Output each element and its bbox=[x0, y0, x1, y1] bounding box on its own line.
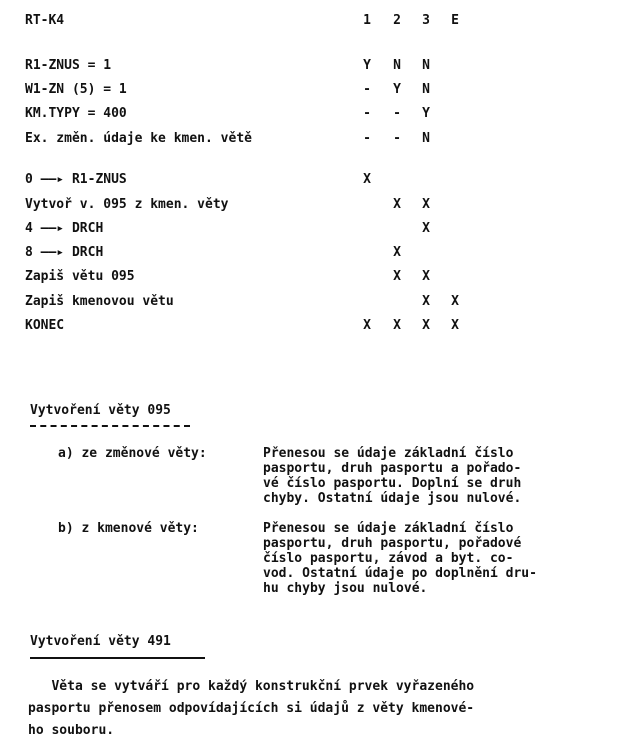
item-label-b: b) z kmenové věty: bbox=[58, 521, 199, 536]
condition-cell: - bbox=[363, 106, 371, 121]
action-cell: X bbox=[422, 294, 430, 309]
action-label: KONEC bbox=[25, 318, 65, 333]
condition-cell: N bbox=[422, 82, 430, 97]
action-row bbox=[0, 196, 630, 214]
condition-label: KM.TYPY = 400 bbox=[25, 106, 127, 121]
action-row bbox=[0, 268, 630, 286]
condition-label: Ex. změn. údaje ke kmen. větě bbox=[25, 131, 252, 146]
action-cell: X bbox=[393, 197, 401, 212]
item-text-a: Přenesou se údaje základní číslo pasportu, druh pasportu a pořado- vé číslo pasportu. Doplní se druh chyby. Ostatní údaje jsou nulové. bbox=[263, 446, 522, 506]
condition-label: R1-ZNUS = 1 bbox=[25, 58, 112, 73]
action-cell: X bbox=[422, 197, 430, 212]
item-text-b: Přenesou se údaje základní číslo pasportu, druh pasportu, pořadové číslo pasportu, závod a byt. co- vod. Ostatní údaje po doplnění dru- hu chyby jsou nulové. bbox=[263, 521, 537, 596]
condition-cell: Y bbox=[393, 82, 401, 97]
paragraph-line: Věta se vytváří pro každý konstrukční prvek vyřazeného bbox=[28, 679, 475, 694]
action-row bbox=[0, 171, 630, 189]
action-cell: X bbox=[451, 318, 459, 333]
condition-cell: - bbox=[363, 82, 371, 97]
action-cell: X bbox=[422, 221, 430, 236]
condition-cell: N bbox=[393, 58, 401, 73]
column-header-1: 1 bbox=[363, 13, 371, 28]
condition-cell: Y bbox=[363, 58, 371, 73]
section-heading-491: Vytvoření věty 491 bbox=[30, 634, 171, 649]
action-row bbox=[0, 293, 630, 311]
item-label-a: a) ze změnové věty: bbox=[58, 446, 207, 461]
condition-cell: Y bbox=[422, 106, 430, 121]
condition-cell: - bbox=[393, 131, 401, 146]
table-header-row bbox=[0, 12, 630, 30]
action-label: Zapiš větu 095 bbox=[25, 269, 135, 284]
section-heading-095: Vytvoření věty 095 bbox=[30, 403, 171, 418]
column-header-3: 3 bbox=[422, 13, 430, 28]
column-header-2: 2 bbox=[393, 13, 401, 28]
paragraph-line: pasportu přenosem odpovídajících si údajů z věty kmenové- bbox=[28, 701, 475, 716]
action-row bbox=[0, 244, 630, 262]
action-cell: X bbox=[393, 318, 401, 333]
action-label: Zapiš kmenovou větu bbox=[25, 294, 174, 309]
action-cell: X bbox=[363, 172, 371, 187]
condition-cell: N bbox=[422, 58, 430, 73]
condition-cell: - bbox=[393, 106, 401, 121]
action-cell: X bbox=[393, 245, 401, 260]
condition-label: W1-ZN (5) = 1 bbox=[25, 82, 127, 97]
condition-row bbox=[0, 81, 630, 99]
action-cell: X bbox=[422, 318, 430, 333]
heading-underline bbox=[30, 657, 205, 659]
action-cell: X bbox=[422, 269, 430, 284]
action-label: Vytvoř v. 095 z kmen. věty bbox=[25, 197, 229, 212]
condition-row bbox=[0, 57, 630, 75]
table-title: RT-K4 bbox=[25, 13, 65, 28]
action-label: 4 ——▸ DRCH bbox=[25, 221, 104, 236]
column-header-e: E bbox=[451, 13, 459, 28]
action-cell: X bbox=[363, 318, 371, 333]
action-row bbox=[0, 220, 630, 238]
action-label: 0 ——▸ R1-ZNUS bbox=[25, 172, 127, 187]
section-paragraph bbox=[28, 676, 608, 742]
action-cell: X bbox=[393, 269, 401, 284]
condition-cell: N bbox=[422, 131, 430, 146]
condition-row bbox=[0, 130, 630, 148]
heading-underline bbox=[30, 425, 190, 427]
condition-cell: - bbox=[363, 131, 371, 146]
action-label: 8 ——▸ DRCH bbox=[25, 245, 104, 260]
paragraph-line: ho souboru. bbox=[28, 723, 115, 738]
condition-row bbox=[0, 105, 630, 123]
action-cell: X bbox=[451, 294, 459, 309]
action-row bbox=[0, 317, 630, 335]
